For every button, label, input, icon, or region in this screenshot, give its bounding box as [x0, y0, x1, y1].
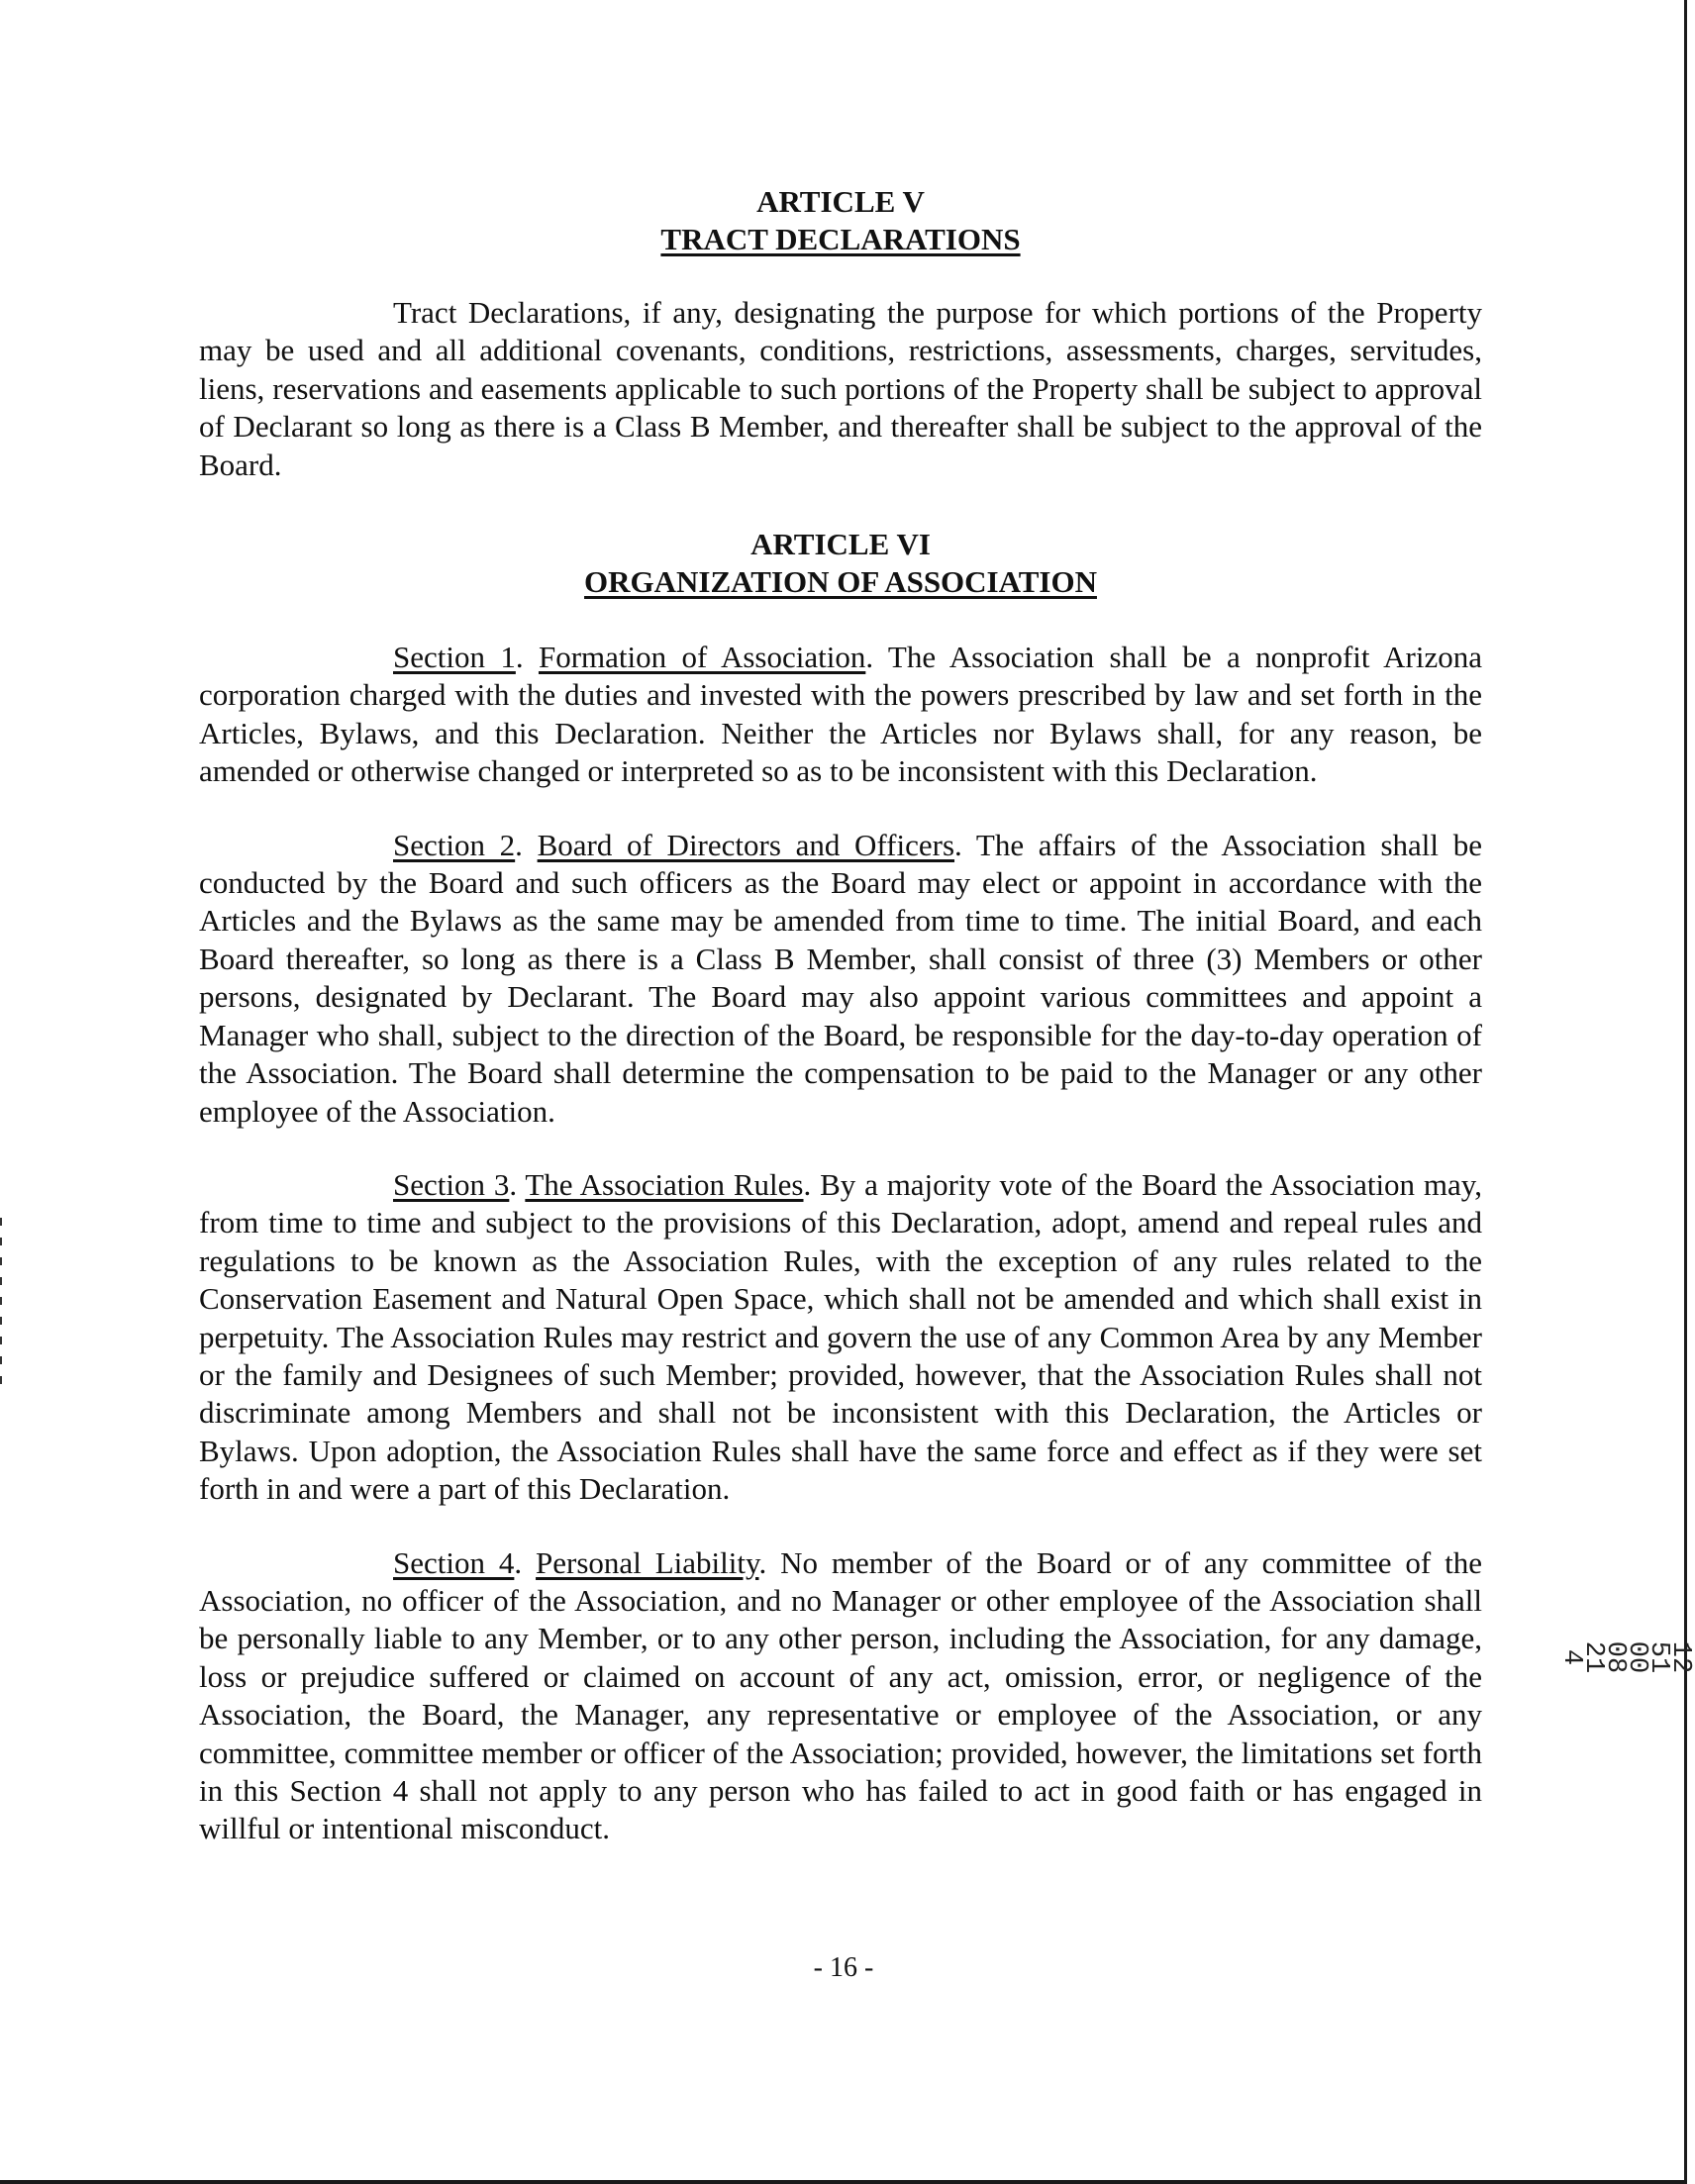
- section-2-label: Section 2: [393, 827, 516, 862]
- article-vi-heading: [199, 526, 1482, 601]
- section-3-text: By a majority vote of the Board the Association may, from time to time and subject to the provisions of this Declaration, adopt, amend and repeal rules and regulations to be known as the Association Rules, with the exception of any rules related to the Conservation Easement and Natural Open Space, which shall not be amended and which shall exist in perpetuity. The Association Rules may restrict and govern the use of any Common Area by any Member or the family and Designees of such Member; provided, however, that the Association Rules shall not discriminate among Members and shall not be inconsistent with this Declaration, the Articles or Bylaws. Upon adoption, the Association Rules shall have the same force and effect as if they were set forth in and were a part of this Declaration.: [199, 1166, 1482, 1507]
- article-v-paragraph: Tract Declarations, if any, designating the purpose for which portions of the Property may be used and all additional covenants, conditions, restrictions, assessments, charges, servitudes, liens, reservations and easements applicable to such portions of the Property shall be subject to approval of Declarant so long as there is a Class B Member, and thereafter shall be subject to the approval of the Board.: [199, 295, 1482, 482]
- article-v-heading: [199, 183, 1482, 258]
- section-3-label: Section 3: [393, 1166, 510, 1202]
- section-4-label: Section 4: [393, 1544, 515, 1580]
- section-3-paragraph: Section 3. The Association Rules. By a majority vote of the Board the Association may, from time to time and subject to the provisions of this Declaration, adopt, amend and repeal rules and regulations to be known as the Association Rules, with the exception of any rules related to the Conservation Easement and Natural Open Space, which shall not be amended and which shall exist in perpetuity. The Association Rules may restrict and govern the use of any Common Area by any Member or the family and Designees of such Member; provided, however, that the Association Rules shall not discriminate among Members and shall not be inconsistent with this Declaration, the Articles or Bylaws. Upon adoption, the Association Rules shall have the same force and effect as if they were set forth in and were a part of this Declaration.: [199, 1166, 1482, 1507]
- section-2-text: The affairs of the Association shall be conducted by the Board and such officers as the Board may elect or appoint in accordance with the Articles and the Bylaws as the same may be amended from time to time. The initial Board, and each Board thereafter, so long as there is a Class B Member, shall consist of three (3) Members or other persons, designated by Declarant. The Board may also appoint various committees and appoint a Manager who shall, subject to the direction of the Board, be responsible for the day-to-day operation of the Association. The Board shall determine the compensation to be paid to the Manager or any other employee of the Association.: [199, 827, 1482, 1129]
- scan-edge-right: [1684, 0, 1687, 2184]
- section-2-heading: Board of Directors and Officers: [537, 827, 955, 862]
- article-v-title: TRACT DECLARATIONS: [660, 222, 1021, 256]
- section-4-paragraph: Section 4. Personal Liability. No member of the Board or of any committee of the Association, no officer of the Association, and no Manager or other employee of the Association shall be personally liable to any Member, or to any other person, including the Association, for any damage, loss or prejudice suffered or claimed on account of any act, omission, error, or negligence of the Association, the Board, the Manager, any representative or employee of the Association, or any committee, committee member or officer of the Association; provided, however, the limitations set forth in this Section 4 shall not apply to any person who has failed to act in good faith or has engaged in willful or intentional misconduct.: [199, 1544, 1482, 1846]
- section-3-heading: The Association Rules: [525, 1166, 804, 1202]
- side-recording-stamp: [1556, 1592, 1695, 1723]
- article-vi-number: ARTICLE VI: [750, 527, 931, 562]
- section-1-heading: Formation of Association: [538, 640, 866, 675]
- section-4-text: No member of the Board or of any committee of the Association, no officer of the Association, and no Manager or other employee of the Association shall be personally liable to any Member, or to any other person, including the Association, for any damage, loss or prejudice suffered or claimed on account of any act, omission, error, or negligence of the Association, the Board, the Manager, any representative or employee of the Association, or any committee, committee member or officer of the Association; provided, however, the limitations set forth in this Section 4 shall not apply to any person who has failed to act in good faith or has engaged in willful or intentional misconduct.: [199, 1544, 1482, 1846]
- section-1-label: Section 1: [393, 640, 516, 675]
- section-4-heading: Personal Liability: [536, 1544, 759, 1580]
- article-vi-title: ORGANIZATION OF ASSOCIATION: [584, 564, 1097, 600]
- side-stamp-text: 125100 08214: [1556, 1640, 1695, 1674]
- section-1-paragraph: Section 1. Formation of Association. The Association shall be a nonprofit Arizona corporation charged with the duties and invested with the powers prescribed by law and set forth in the Articles, Bylaws, and this Declaration. Neither the Articles nor Bylaws shall, for any reason, be amended or otherwise changed or interpreted so as to be inconsistent with this Declaration.: [199, 640, 1482, 789]
- scan-edge-left: [0, 1218, 2, 1396]
- scan-edge-bottom: [0, 2180, 1687, 2184]
- document-page: [199, 183, 1482, 1848]
- section-1-text: The Association shall be a nonprofit Arizona corporation charged with the duties and invested with the powers prescribed by law and set forth in the Articles, Bylaws, and this Declaration. Neither the Articles nor Bylaws shall, for any reason, be amended or otherwise changed or interpreted so as to be inconsistent with this Declaration.: [199, 640, 1482, 789]
- article-v-number: ARTICLE V: [756, 184, 925, 219]
- section-2-paragraph: Section 2. Board of Directors and Officers. The affairs of the Association shall be conducted by the Board and such officers as the Board may elect or appoint in accordance with the Articles and the Bylaws as the same may be amended from time to time. The initial Board, and each Board thereafter, so long as there is a Class B Member, shall consist of three (3) Members or other persons, designated by Declarant. The Board may also appoint various committees and appoint a Manager who shall, subject to the direction of the Board, be responsible for the day-to-day operation of the Association. The Board shall determine the compensation to be paid to the Manager or any other employee of the Association.: [199, 827, 1482, 1129]
- page-number: - 16 -: [813, 1952, 874, 1983]
